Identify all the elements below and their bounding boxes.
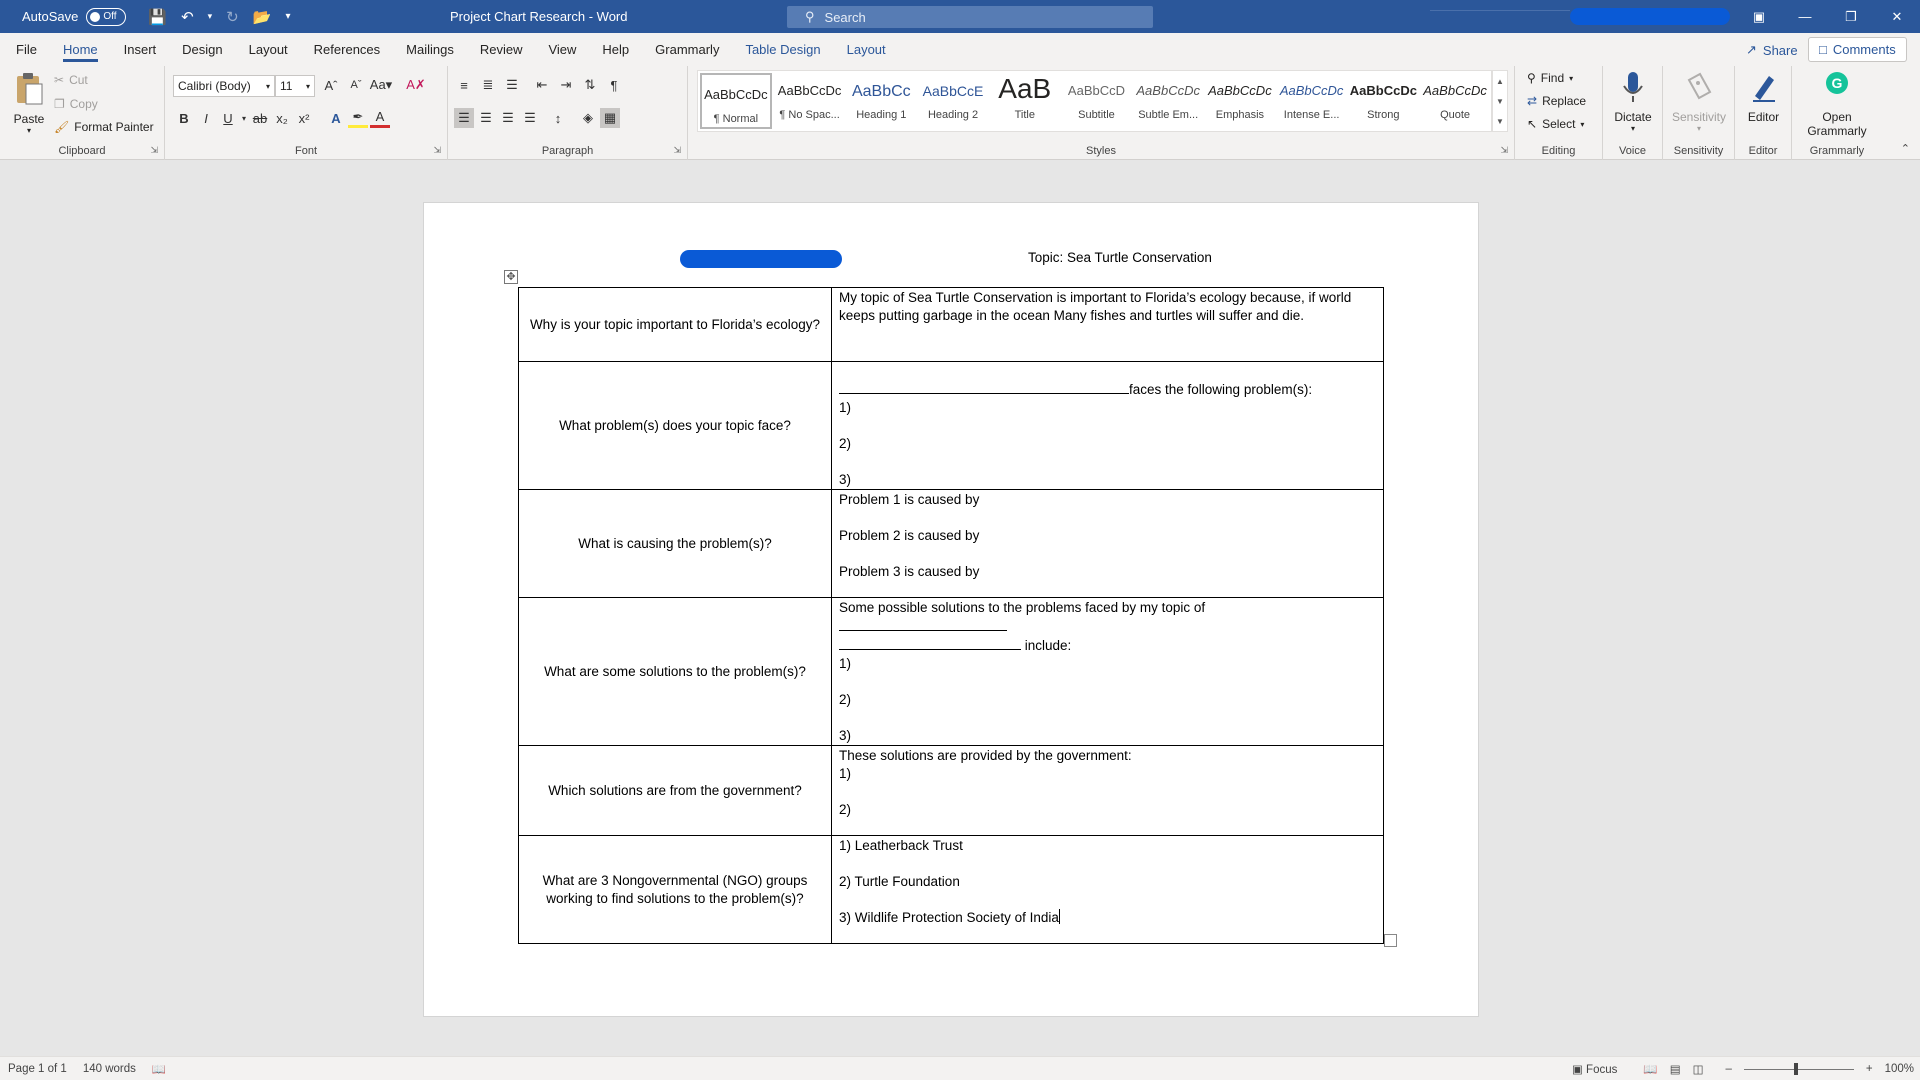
document-page[interactable] (423, 202, 1479, 1017)
answer-cell[interactable]: These solutions are provided by the government: 1) 2) (832, 746, 1384, 836)
answer-cell[interactable]: Some possible solutions to the problems faced by my topic of include: 1) 2) 3) (832, 598, 1384, 746)
style-normal[interactable]: AaBbCcDc ¶ Normal (700, 73, 772, 129)
document-area (0, 161, 1920, 1056)
web-layout-icon[interactable]: ◫ (1692, 1064, 1704, 1076)
table-row (519, 288, 1384, 362)
undo-icon[interactable]: ↶ (181, 8, 194, 26)
proofing-icon[interactable]: 📖 (151, 1063, 167, 1076)
select-icon: ↖ (1527, 117, 1538, 131)
search-box[interactable] (787, 6, 1153, 28)
find-icon: ⚲ (1527, 71, 1536, 85)
status-bar (0, 1056, 1920, 1080)
sensitivity-button[interactable]: Sensitivity ▾ (1667, 70, 1731, 133)
restore-icon[interactable]: ❐ (1845, 8, 1857, 24)
comment-icon: □ (1819, 42, 1827, 57)
share-button[interactable]: ↗ Share (1746, 42, 1798, 58)
style-subtle-emphasis[interactable]: AaBbCcDc Subtle Em... (1136, 83, 1200, 121)
font-family-select[interactable]: Calibri (Body) ▾ (173, 75, 275, 97)
customize-qat-icon[interactable]: ▾ (285, 11, 291, 22)
question-cell[interactable]: What problem(s) does your topic face? (519, 362, 832, 490)
justify-icon[interactable]: ☰ (524, 110, 536, 125)
question-cell[interactable]: What are some solutions to the problem(s)? (519, 598, 832, 746)
text-cursor (1059, 909, 1060, 924)
styles-gallery (697, 70, 1492, 132)
fill-in-blank[interactable] (839, 636, 1021, 650)
bold-icon[interactable]: B (179, 110, 189, 126)
title-decoration (1430, 10, 1570, 22)
tab-home[interactable]: Home (50, 33, 111, 66)
open-grammarly-button[interactable]: G Open Grammarly (1798, 70, 1876, 138)
quick-access-toolbar (148, 8, 290, 26)
ribbon-tabs (0, 33, 1920, 66)
paste-dropdown-icon[interactable]: ▾ (26, 126, 31, 135)
svg-text:G: G (1831, 75, 1843, 91)
clear-formatting-icon[interactable]: A✗ (406, 77, 426, 92)
open-icon[interactable]: 📂 (252, 8, 272, 26)
tab-review[interactable]: Review (479, 42, 523, 57)
answer-cell[interactable]: Problem 1 is caused by Problem 2 is caused by Problem 3 is caused by (832, 490, 1384, 598)
underline-icon[interactable]: U (223, 110, 233, 126)
italic-icon[interactable]: I (204, 110, 208, 126)
change-case-icon[interactable]: Aa▾ (369, 77, 393, 92)
tab-design[interactable]: Design (182, 42, 223, 57)
style-subtitle[interactable]: AaBbCcD Subtitle (1067, 83, 1125, 121)
fill-in-blank[interactable] (839, 380, 1129, 394)
underline-dropdown-icon[interactable]: ▾ (241, 113, 246, 123)
editing-group: ⚲ Find ▾ ⇄ Replace ↖ Select ▾ Editing (1515, 66, 1603, 160)
styles-launcher-icon[interactable]: ⇲ (1500, 145, 1508, 155)
tab-table-layout[interactable]: Layout (846, 42, 886, 57)
align-left-icon[interactable]: ☰ (454, 108, 474, 128)
font-size-tools (321, 75, 426, 95)
decrease-indent-icon[interactable]: ⇤ (536, 77, 548, 92)
shrink-font-icon[interactable]: Aˇ (350, 79, 362, 91)
tab-mailings[interactable]: Mailings (406, 42, 454, 57)
copy-button[interactable]: ❐ Copy (54, 97, 98, 111)
styles-group: Styles ⇲ (688, 66, 1515, 160)
increase-indent-icon[interactable]: ⇥ (560, 77, 572, 92)
multilevel-list-icon[interactable]: ☰ (506, 77, 518, 92)
answer-cell[interactable]: faces the following problem(s): 1) 2) 3) (832, 362, 1384, 490)
autosave-label: AutoSave (22, 9, 79, 24)
find-button[interactable]: ⚲ Find ▾ (1527, 71, 1574, 85)
zoom-in-icon[interactable]: + (1865, 1063, 1873, 1075)
grammarly-group: G Open Grammarly Grammarly (1792, 66, 1882, 160)
document-title: Project Chart Research - Word (450, 9, 628, 24)
zoom-slider[interactable] (1744, 1069, 1854, 1070)
bullets-icon[interactable]: ≡ (460, 77, 468, 93)
align-right-icon[interactable]: ☰ (502, 110, 514, 125)
share-icon: ↗ (1746, 42, 1757, 57)
gallery-more-icon[interactable]: ▼ (1496, 116, 1504, 126)
tab-insert[interactable]: Insert (123, 42, 157, 57)
style-heading-1[interactable]: AaBbCc Heading 1 (851, 83, 911, 121)
scroll-up-icon[interactable]: ▲ (1496, 76, 1504, 86)
zoom-level[interactable]: 100% (1884, 1063, 1914, 1075)
tab-help[interactable]: Help (602, 42, 630, 57)
sensitivity-icon (1684, 70, 1714, 104)
replace-button[interactable]: ⇄ Replace (1527, 94, 1587, 108)
print-layout-icon[interactable]: ▤ (1669, 1064, 1681, 1076)
line-spacing-icon[interactable]: ↕ (554, 110, 562, 126)
voice-group: Dictate ▾ Voice (1603, 66, 1663, 160)
show-marks-icon[interactable]: ¶ (610, 77, 618, 93)
ribbon (0, 66, 1920, 160)
microphone-icon (1618, 70, 1648, 104)
tab-table-design[interactable]: Table Design (745, 42, 821, 57)
format-painter-icon: 🖌 (54, 120, 70, 134)
scroll-down-icon[interactable]: ▼ (1496, 96, 1504, 106)
paragraph-list-tools (454, 75, 624, 95)
font-color-icon[interactable]: A (370, 108, 390, 128)
close-icon[interactable]: ✕ (1891, 8, 1903, 24)
table-row (519, 746, 1384, 836)
table-row (519, 362, 1384, 490)
style-strong[interactable]: AaBbCcDc Strong (1349, 83, 1417, 121)
tab-layout[interactable]: Layout (248, 42, 288, 57)
font-size-select[interactable]: 11 ▾ (275, 75, 315, 97)
tab-grammarly[interactable]: Grammarly (655, 42, 720, 57)
table-row (519, 598, 1384, 746)
style-heading-2[interactable]: AaBbCcE Heading 2 (922, 83, 984, 121)
style-title[interactable]: AaB Title (998, 73, 1052, 121)
format-painter-button[interactable]: 🖌 Format Painter (54, 120, 154, 134)
styles-gallery-scroll[interactable] (1492, 70, 1508, 132)
highlight-icon[interactable]: ✒ (348, 108, 368, 128)
window-controls (1736, 0, 1920, 33)
cut-button[interactable]: ✂ Cut (54, 73, 88, 87)
redo-icon[interactable]: ↻ (226, 8, 239, 26)
scissors-icon: ✂ (54, 73, 65, 87)
question-cell[interactable]: What is causing the problem(s)? (519, 490, 832, 598)
minimize-icon[interactable]: — (1798, 9, 1812, 24)
tab-references[interactable]: References (313, 42, 381, 57)
autosave-toggle[interactable] (22, 8, 126, 26)
page-count[interactable]: Page 1 of 1 (8, 1062, 67, 1075)
font-launcher-icon[interactable]: ⇲ (433, 145, 441, 155)
paste-icon (14, 72, 44, 106)
replace-icon: ⇄ (1527, 94, 1538, 108)
font-format-tools (174, 108, 390, 128)
dictate-button[interactable]: Dictate ▾ (1608, 70, 1658, 133)
tab-view[interactable]: View (548, 42, 577, 57)
paragraph-launcher-icon[interactable]: ⇲ (673, 145, 681, 155)
numbering-icon[interactable]: ≣ (482, 77, 494, 92)
align-center-icon[interactable]: ☰ (480, 110, 492, 125)
topic-heading: Topic: Sea Turtle Conservation (1028, 250, 1212, 265)
redacted-account-name (1570, 8, 1730, 25)
table-move-handle-icon[interactable]: ✥ (504, 270, 518, 284)
paste-button[interactable]: Paste ▾ (10, 72, 48, 135)
editor-pen-icon (1749, 70, 1779, 104)
strikethrough-icon[interactable]: ab (252, 110, 268, 126)
autosave-switch[interactable]: Off (86, 8, 126, 26)
word-count[interactable]: 140 words (82, 1062, 136, 1075)
answer-cell[interactable]: My topic of Sea Turtle Conservation is important to Florida’s ecology because, if world keeps putting garbage in the ocean Many fishes and turtles will suffer and die. (832, 288, 1384, 362)
read-mode-icon[interactable]: 📖 (1643, 1064, 1658, 1076)
save-icon[interactable]: 💾 (148, 8, 168, 26)
search-placeholder: Search (824, 9, 866, 25)
question-cell[interactable]: What are 3 Nongovernmental (NGO) groups working to find solutions to the problem(s)? (519, 836, 832, 944)
search-icon: ⚲ (805, 9, 815, 24)
focus-button[interactable]: ▣ Focus (1571, 1064, 1618, 1076)
grow-font-icon[interactable]: Aˆ (324, 77, 338, 93)
question-cell[interactable]: Why is your topic important to Florida’s ecology? (519, 288, 832, 362)
grammarly-icon (1822, 70, 1852, 104)
answer-cell[interactable]: 1) Leatherback Trust 2) Turtle Foundation 3) Wildlife Protection Society of India (832, 836, 1384, 944)
style-emphasis[interactable]: AaBbCcDc Emphasis (1208, 83, 1272, 121)
sort-icon[interactable]: ⇅ (584, 77, 596, 92)
fill-in-blank[interactable] (839, 617, 1007, 631)
title-bar (0, 0, 1920, 33)
sensitivity-group: Sensitivity ▾ Sensitivity (1663, 66, 1735, 160)
select-button[interactable]: ↖ Select ▾ (1527, 117, 1585, 131)
zoom-out-icon[interactable]: – (1725, 1063, 1732, 1075)
editor-button[interactable]: Editor (1739, 70, 1788, 124)
text-effects-icon[interactable]: A (331, 110, 341, 126)
dictate-dropdown-icon[interactable]: ▾ (1630, 124, 1635, 133)
subscript-icon[interactable]: x₂ (276, 110, 288, 126)
clipboard-group: Paste ▾ ✂ Cut ❐ Copy 🖌 Format Painter Clipboard ⇲ (0, 66, 165, 160)
collapse-ribbon-icon[interactable]: ⌃ (1900, 143, 1910, 155)
style-intense-emphasis[interactable]: AaBbCcDc Intense E... (1279, 83, 1344, 121)
paragraph-group: ≡ ≣ ☰ ⇤ ⇥ ⇅ ¶ ☰ ☰ ☰ ☰ ↕ ◈ ▦ Paragraph ⇲ (448, 66, 688, 160)
undo-dropdown-icon[interactable]: ▾ (207, 11, 213, 21)
table-resize-handle[interactable] (1384, 934, 1397, 947)
borders-icon[interactable]: ▦ (600, 108, 620, 128)
paragraph-align-tools (454, 108, 620, 128)
editor-group: Editor Editor (1735, 66, 1792, 160)
redacted-student-name (680, 250, 842, 268)
superscript-icon[interactable]: x² (298, 110, 310, 126)
shading-icon[interactable]: ◈ (583, 110, 593, 125)
clipboard-launcher-icon[interactable]: ⇲ (150, 145, 158, 155)
focus-icon: ▣ (1571, 1064, 1583, 1076)
comments-button[interactable]: □ Comments (1808, 37, 1907, 62)
style-quote[interactable]: AaBbCcDc Quote (1423, 83, 1487, 121)
font-group: Calibri (Body) ▾ 11 ▾ Aˆ Aˇ Aa▾ A✗ B I U ▾ ab x₂ x² A ✒ A Font ⇲ (165, 66, 448, 160)
table-row (519, 490, 1384, 598)
ribbon-display-options-icon[interactable]: ▣ (1752, 8, 1766, 24)
research-table[interactable] (518, 287, 1384, 944)
copy-icon: ❐ (54, 97, 65, 111)
question-cell[interactable]: Which solutions are from the government? (519, 746, 832, 836)
style-no-spacing[interactable]: AaBbCcDc ¶ No Spac... (777, 83, 842, 121)
table-row (519, 836, 1384, 944)
tab-file[interactable]: File (16, 42, 37, 57)
